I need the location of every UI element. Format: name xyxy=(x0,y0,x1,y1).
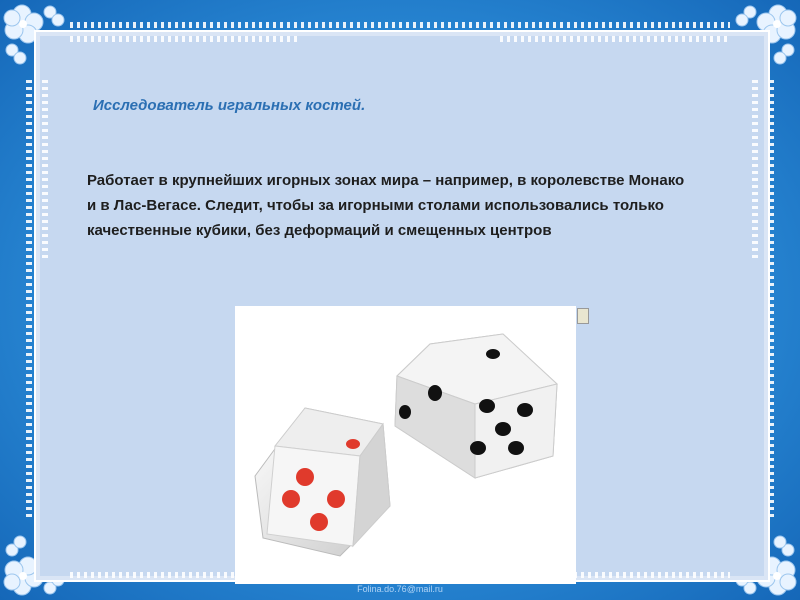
red-die xyxy=(255,408,390,556)
watermark-text: Folina.do.76@mail.ru xyxy=(357,584,443,594)
slide-body-text: Работает в крупнейших игорных зонах мира – например, в королевстве Монако и в Лас-Вегасе. Следит, чтобы за игорными столами использовались только качественные кубики, без деформаций и смещенных центров xyxy=(87,172,685,239)
dice-illustration xyxy=(235,306,576,584)
bead-border xyxy=(42,80,48,260)
slide-title: Исследователь игральных костей. xyxy=(93,97,366,114)
bead-border xyxy=(500,36,730,42)
bead-border xyxy=(70,22,730,28)
dice-icon xyxy=(235,306,576,584)
bead-border xyxy=(70,36,300,42)
resize-handle-icon xyxy=(577,308,589,324)
black-die xyxy=(395,334,557,478)
bead-border xyxy=(752,80,758,260)
bead-border xyxy=(768,80,774,520)
bead-border xyxy=(26,80,32,520)
